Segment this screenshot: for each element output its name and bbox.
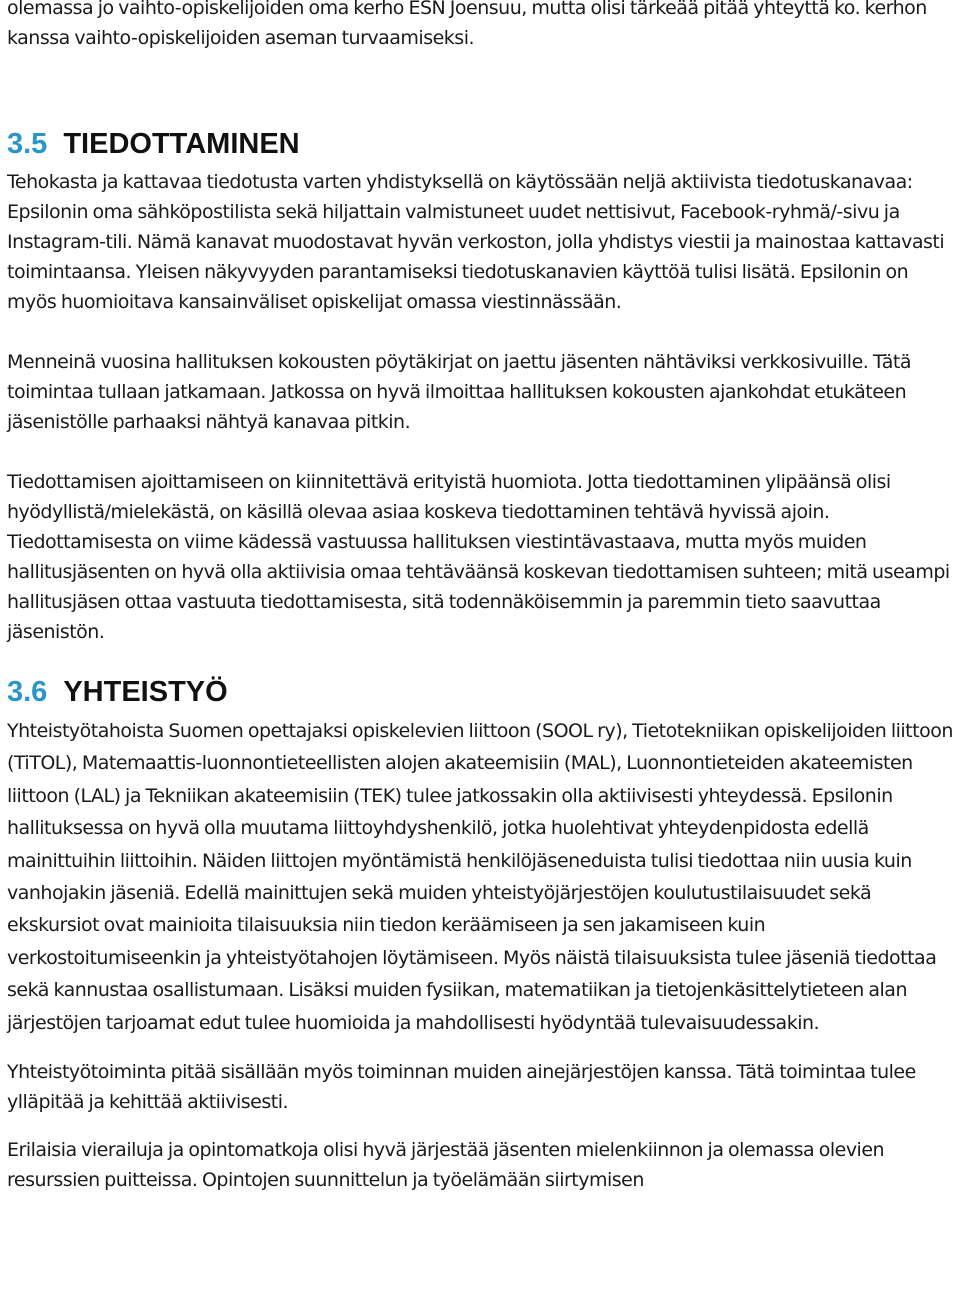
- intro-paragraph: olemassa jo vaihto-opiskelijoiden oma kerho ESN Joensuu, mutta olisi tärkeää pitää yhteyttä ko. kerhon kanssa vaihto-opiskelijoiden aseman turvaamiseksi.: [7, 0, 927, 49]
- section-title: TIEDOTTAMINEN: [63, 128, 300, 160]
- paragraph: Yhteistyötoiminta pitää sisällään myös toiminnan muiden ainejärjestöjen kanssa. Tätä toimintaa tulee ylläpitää ja kehittää aktiivisesti.: [7, 1061, 916, 1114]
- paragraph: Tehokasta ja kattavaa tiedotusta varten yhdistyksellä on käytössään neljä aktiivista tiedotuskanavaa: Epsilonin oma sähköpostilista sekä hiljattain valmistuneet uudet nettisivut, Facebook-ryhmä/-sivu ja Instagram-tili. Nämä kanavat muodostavat hyvän verkoston, jolla yhdistys viestii ja mainostaa kattavasti toimintaansa. Yleisen näkyvyyden parantamiseksi tiedotuskanavien käyttöä tulisi lisätä. Epsilonin on myös huomioitava kansainväliset opiskelijat omassa viestinnässään.: [7, 171, 945, 313]
- section-number: 3.5: [7, 128, 48, 160]
- paragraph: Menneinä vuosina hallituksen kokousten pöytäkirjat on jaettu jäsenten nähtäviksi verkkosivuille. Tätä toimintaa tullaan jatkamaan. Jatkossa on hyvä ilmoittaa hallituksen kokousten ajankohdat etukäteen jäsenistölle parhaaksi nähtyä kanavaa pitkin.: [7, 351, 911, 433]
- section-title: YHTEISTYÖ: [63, 676, 228, 708]
- section-heading-tiedottaminen: [7, 121, 957, 167]
- section-heading-yhteistyo: [7, 669, 957, 715]
- paragraph: Erilaisia vierailuja ja opintomatkoja olisi hyvä järjestää jäsenten mielenkiinnon ja olemassa olevien resurssien puitteissa. Opintojen suunnittelun ja työelämään siirtymisen: [7, 1139, 885, 1192]
- paragraph: Yhteistyötahoista Suomen opettajaksi opiskelevien liittoon (SOOL ry), Tietotekniikan opiskelijoiden liittoon (TiTOL), Matemaattis-luonnontieteellisten alojen akateemisiin (MAL), Luonnontieteiden akateemisten liittoon (LAL) ja Tekniikan akateemisiin (TEK) tulee jatkossakin olla aktiivisesti yhteydessä. Epsilonin hallituksessa on hyvä olla muutama liittoyhdyshenkilö, jotka huolehtivat yhteydenpidosta edellä mainittuihin liittoihin. Näiden liittojen myöntämistä henkilöjäseneduista tulisi tiedottaa niin uusia kuin vanhojakin jäseniä. Edellä mainittujen sekä muiden yhteistyöjärjestöjen koulutustilaisuudet sekä ekskursiot ovat mainioita tilaisuuksia niin tiedon keräämiseen ja sen jakamiseen kuin verkostoitumiseenkin ja yhteistyötahojen löytämiseen. Myös näistä tilaisuuksista tulee jäseniä tiedottaa sekä kannustaa osallistumaan. Lisäksi muiden fysiikan, matematiikan ja tietojenkäsittelytieteen alan järjestöjen tarjoamat edut tulee huomioida ja mahdollisesti hyödyntää tulevaisuudessakin.: [7, 720, 953, 1034]
- document-page: [7, 0, 957, 1195]
- paragraph: Tiedottamisen ajoittamiseen on kiinnitettävä erityistä huomiota. Jotta tiedottaminen ylipäänsä olisi hyödyllistä/mielekästä, on käsillä olevaa asiaa koskeva tiedottaminen tehtävä hyvissä ajoin. Tiedottamisesta on viime kädessä vastuussa hallituksen viestintävastaava, mutta myös muiden hallitusjäsenten on hyvä olla aktiivisia omaa tehtäväänsä koskevan tiedottamisen suhteen; mitä useampi hallitusjäsen ottaa vastuuta tiedottamisesta, sitä todennäköisemmin ja paremmin tieto saavuttaa jäsenistön.: [7, 471, 950, 643]
- section-number: 3.6: [7, 676, 48, 708]
